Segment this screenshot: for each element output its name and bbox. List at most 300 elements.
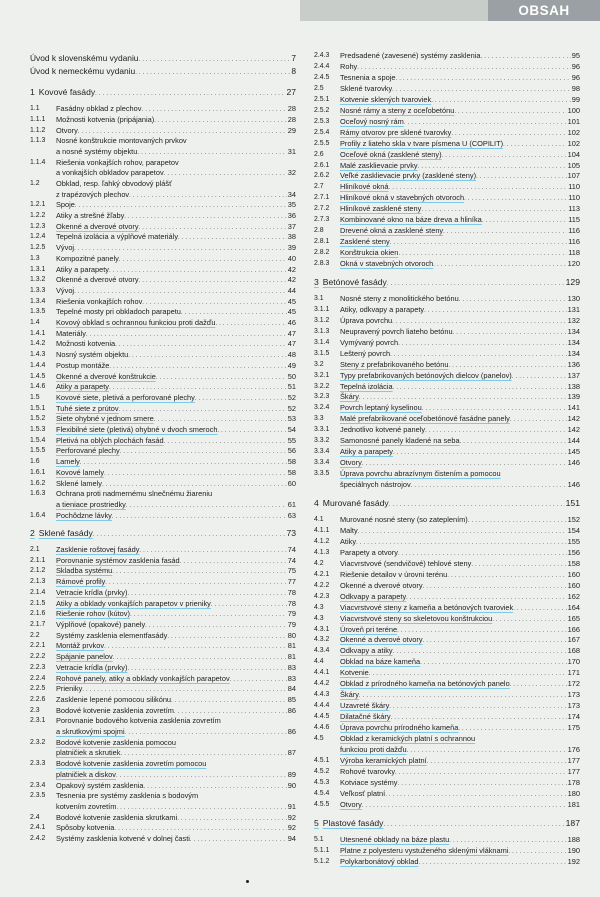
toc-entry-title: a nosné systémy objektu: [56, 147, 138, 156]
toc-entry-number: 2.2: [30, 632, 40, 639]
dot-leader: [459, 294, 567, 305]
toc-entry: [30, 307, 296, 316]
toc-entry: [314, 215, 580, 224]
toc-entry-number: 2.1.2: [30, 567, 46, 574]
dot-leader: [471, 559, 566, 570]
dot-leader: [392, 84, 571, 95]
toc-entry-page: 172: [567, 679, 580, 688]
toc-entry: [314, 469, 580, 478]
toc-entry-page: 49: [287, 361, 296, 370]
toc-entry-number: 1.3: [30, 255, 40, 262]
toc-entry-title: Porovnanie systémov zasklenia fasád: [56, 556, 180, 565]
dot-leader: [138, 54, 290, 65]
toc-entry-title: Tesnenia a spoje: [340, 73, 396, 82]
toc-entry-page: 89: [287, 770, 296, 779]
toc-entry-number: 2.3.2: [30, 739, 46, 746]
toc-entry: [314, 73, 580, 82]
toc-entry-number: 2.8.1: [314, 238, 330, 245]
toc-entry-title: Úroveň pri teréne: [340, 625, 398, 634]
dot-leader: [468, 515, 567, 526]
toc-entry-page: 134: [567, 327, 580, 336]
toc-entry-title: Atiky a parapety: [56, 265, 109, 274]
toc-entry-number: 2.1.7: [30, 621, 46, 628]
toc-entry-number: 1.6.1: [30, 469, 46, 476]
toc-entry: [314, 237, 580, 246]
toc-entry: [30, 663, 296, 672]
toc-entry-page: 155: [567, 537, 580, 546]
toc-entry-page: 92: [287, 813, 296, 822]
toc-entry-title: a vonkajších obkladov parapetov: [56, 168, 164, 177]
toc-entry: [30, 556, 296, 565]
toc-entry-page: 78: [287, 599, 296, 608]
toc-entry-number: 2.7.1: [314, 194, 330, 201]
toc-entry-page: 47: [287, 329, 296, 338]
dot-leader: [119, 254, 287, 265]
dot-leader: [109, 361, 286, 372]
dot-leader: [178, 232, 287, 243]
dot-leader: [395, 73, 570, 84]
toc-entry: [314, 614, 580, 623]
dot-leader: [109, 382, 287, 393]
toc-entry: [314, 382, 580, 391]
dot-leader: [121, 748, 287, 759]
toc-entry-page: 55: [287, 436, 296, 445]
toc-entry-number: 2.3.1: [30, 717, 46, 724]
toc-entry: [30, 684, 296, 693]
toc-entry: [314, 570, 580, 579]
toc-entry-title: Jednotlivo kotvené panely: [340, 425, 426, 434]
toc-chapter-heading: [30, 529, 296, 538]
toc-entry: [314, 668, 580, 677]
toc-entry-page: 176: [567, 745, 580, 754]
toc-entry: [314, 690, 580, 699]
toc-entry-number: 3.2.2: [314, 383, 330, 390]
toc-entry-page: 53: [287, 414, 296, 423]
toc-entry-page: 45: [287, 297, 296, 306]
toc-entry-number: 2.4.2: [30, 835, 46, 842]
toc-entry-page: 78: [287, 588, 296, 597]
toc-entry-number: 1.2.2: [30, 212, 46, 219]
toc-entry-page: 96: [571, 62, 580, 71]
dot-leader: [458, 723, 566, 734]
toc-entry-number: 4.1.3: [314, 549, 330, 556]
dot-leader: [154, 414, 287, 425]
toc-entry-title: Pletivá na oblých plochách fasád: [56, 436, 164, 445]
toc-entry: [30, 436, 296, 445]
toc-entry-number: 3.3: [314, 415, 324, 422]
toc-entry-title: Prieniky: [56, 684, 83, 693]
dot-leader: [116, 802, 286, 813]
toc-entry: [30, 489, 296, 498]
toc-entry-title: Kovové lamely: [56, 468, 105, 477]
toc-entry: [314, 756, 580, 765]
dot-leader: [130, 609, 287, 620]
dot-leader: [406, 592, 567, 603]
toc-entry: [314, 327, 580, 336]
toc-chapter-heading: [314, 278, 580, 287]
toc-entry-title: Murované nosné steny (so zateplením): [340, 515, 468, 524]
toc-entry: [30, 727, 296, 736]
toc-entry-page: 110: [568, 182, 580, 191]
toc-entry-title: Viacvrstvové steny so skeletovou konštrukciou: [340, 614, 493, 623]
toc-entry-title: Úprava povrchu prírodného kameňa: [340, 723, 459, 732]
toc-entry-title: Oceľový nosný rám: [340, 117, 404, 126]
toc-entry-page: 180: [567, 789, 580, 798]
toc-entry-page: 35: [287, 200, 296, 209]
toc-entry-title: Hliníkové okná v stavebných otvoroch: [340, 193, 465, 202]
toc-entry-number: 1.4.6: [30, 383, 46, 390]
toc-entry-page: 92: [287, 823, 296, 832]
toc-entry: [30, 802, 296, 811]
toc-entry-title: Polykarbonátový obklad: [340, 857, 419, 866]
dot-leader: [116, 770, 287, 781]
toc-entry-title: Možnosti kotvenia (pripájania): [56, 115, 155, 124]
toc-entry-title: Vývoj: [56, 286, 75, 295]
toc-entry-number: 2.5: [314, 85, 324, 92]
toc-entry: [314, 51, 580, 60]
toc-entry-title: Viacvrstvové (sendvičové) tehlové steny: [340, 559, 472, 568]
toc-entry-page: 137: [567, 371, 580, 380]
toc-entry-number: 5.1.1: [314, 847, 330, 854]
dot-leader: [392, 316, 566, 327]
toc-entry: [314, 371, 580, 380]
toc-entry: [314, 171, 580, 180]
toc-entry: [30, 599, 296, 608]
toc-entry: [314, 128, 580, 137]
toc-entry-page: 54: [287, 425, 296, 434]
toc-entry: [314, 603, 580, 612]
toc-entry-page: 188: [567, 835, 580, 844]
dot-leader: [139, 545, 286, 556]
toc-entry-page: 136: [567, 360, 580, 369]
dot-leader: [357, 62, 571, 73]
toc-entry-title: Hliníkové zasklené steny: [340, 204, 422, 213]
toc-entry-page: 160: [567, 570, 580, 579]
toc-entry-page: 154: [567, 526, 580, 535]
toc-entry-title: Riešenie detailov v úrovni terénu: [340, 570, 448, 579]
toc-entry-title: Okenné a dverové konštrukcie: [56, 372, 156, 381]
dot-leader: [115, 339, 287, 350]
toc-entry-number: 4.5: [314, 735, 324, 742]
toc-entry-title: Bodové kotvenie zasklenia zovretím pomocou: [56, 759, 207, 768]
dot-leader: [449, 835, 566, 846]
toc-entry-number: 2.8.2: [314, 249, 330, 256]
toc-entry-number: 1.6.2: [30, 480, 46, 487]
dot-leader: [391, 712, 567, 723]
toc-entry-title: Úvod k nemeckému vydaniu: [30, 66, 136, 76]
toc-entry-title: Siete ohybné v jednom smere: [56, 414, 154, 423]
toc-entry-page: 32: [287, 168, 296, 177]
dot-leader: [447, 570, 566, 581]
toc-entry-title: Možnosti kotvenia: [56, 339, 116, 348]
toc-entry-number: 2.1.1: [30, 557, 46, 564]
toc-entry-page: 7: [291, 53, 296, 63]
toc-entry-title: Samonosné panely kladené na seba: [340, 436, 460, 445]
toc-entry-number: 1.6: [30, 458, 40, 465]
toc-entry-page: 87: [287, 748, 296, 757]
chapter-title: Kovové fasády: [38, 87, 96, 97]
toc-entry: [314, 392, 580, 401]
toc-entry: [30, 54, 296, 63]
toc-entry-title: Nosný systém objektu: [56, 350, 129, 359]
dot-leader: [181, 307, 287, 318]
toc-entry-page: 101: [567, 117, 580, 126]
toc-entry: [30, 67, 296, 76]
toc-entry-title: Kotvenie: [340, 668, 369, 677]
toc-entry-title: Okná v stavebných otvoroch: [340, 259, 434, 268]
dot-leader: [359, 392, 567, 403]
toc-entry: [314, 835, 580, 844]
toc-entry-title: Materiály: [56, 329, 86, 338]
toc-entry-title: Povrch leptaný kyselinou: [340, 403, 422, 412]
dot-leader: [164, 168, 287, 179]
toc-entry-page: 173: [567, 701, 580, 710]
dot-leader: [418, 857, 566, 868]
toc-entry: [314, 559, 580, 568]
toc-entry-page: 60: [287, 479, 296, 488]
toc-entry: [314, 84, 580, 93]
toc-entry-page: 192: [567, 857, 580, 866]
toc-entry: [30, 468, 296, 477]
dot-leader: [482, 215, 567, 226]
toc-entry-page: 61: [287, 500, 296, 509]
dot-leader: [476, 171, 567, 182]
toc-entry: [30, 404, 296, 413]
toc-entry-number: 1.2.5: [30, 244, 46, 251]
toc-entry-number: 2.1: [30, 546, 40, 553]
toc-entry-title: Rohové panely, atiky a obklady vonkajších parapetov: [56, 674, 230, 683]
dot-leader: [421, 204, 567, 215]
toc-entry-page: 142: [567, 425, 580, 434]
toc-entry-title: Okenné a dverové otvory: [340, 635, 423, 644]
dot-leader: [125, 727, 287, 738]
toc-entry-page: 29: [287, 126, 296, 135]
toc-entry: [314, 117, 580, 126]
toc-entry-title: Tepelné mosty pri obkladoch parapetu: [56, 307, 181, 316]
dot-leader: [82, 684, 286, 695]
toc-entry-number: 3.3.4: [314, 459, 330, 466]
toc-entry-page: 162: [567, 592, 580, 601]
toc-entry: [30, 104, 296, 113]
toc-entry: [314, 403, 580, 412]
dot-leader: [451, 128, 566, 139]
toc-entry: [30, 222, 296, 231]
toc-entry-title: Obklad na báze kameňa: [340, 657, 421, 666]
toc-entry-title: Sklené lamely: [56, 479, 103, 488]
toc-entry-page: 58: [287, 468, 296, 477]
toc-entry-title: Veľkosť platní: [340, 789, 386, 798]
toc-entry: [314, 548, 580, 557]
toc-entry-title: Okenné a dverové otvory: [56, 275, 139, 284]
toc-entry-title: Vymývaný povrch: [340, 338, 399, 347]
toc-entry-page: 141: [567, 403, 580, 412]
dot-leader: [105, 577, 286, 588]
toc-entry: [30, 115, 296, 124]
dot-leader: [190, 834, 287, 845]
toc-entry-page: 80: [287, 631, 296, 640]
toc-entry-title: Vetracie krídla (prvky): [56, 663, 128, 672]
toc-entry-number: 3.1.5: [314, 350, 330, 357]
toc-entry: [314, 537, 580, 546]
toc-entry-number: 2.2.4: [30, 675, 46, 682]
toc-entry: [30, 168, 296, 177]
toc-entry-number: 2.2.2: [30, 653, 46, 660]
toc-entry-title: Riešenie rohov (kútov): [56, 609, 130, 618]
toc-entry-title: Riešenia vonkajších rohov, parapetov: [56, 158, 179, 167]
chapter-title: Murované fasády: [322, 498, 389, 508]
toc-entry: [30, 126, 296, 135]
toc-entry-number: 1.5.2: [30, 415, 46, 422]
toc-entry: [30, 372, 296, 381]
toc-entry-number: 3.1.4: [314, 339, 330, 346]
dot-leader: [104, 468, 287, 479]
dot-leader: [359, 690, 567, 701]
dot-leader: [442, 150, 567, 161]
dot-leader: [398, 248, 567, 259]
toc-entry-number: 1.1.4: [30, 159, 46, 166]
dot-leader: [127, 663, 286, 674]
toc-entry-page: 74: [287, 556, 296, 565]
toc-entry: [30, 382, 296, 391]
toc-entry-number: 2.4.1: [30, 824, 46, 831]
toc-entry-number: 1.3.4: [30, 298, 46, 305]
toc-entry-number: 4.4.3: [314, 691, 330, 698]
toc-entry-number: 4.4.6: [314, 724, 330, 731]
toc-entry: [314, 767, 580, 776]
toc-entry-number: 3.1.1: [314, 306, 330, 313]
toc-entry-number: 4.2.2: [314, 582, 330, 589]
toc-entry-number: 3.3.5: [314, 470, 330, 477]
dot-leader: [120, 446, 287, 457]
toc-entry: [30, 232, 296, 241]
toc-entry: [30, 425, 296, 434]
dot-leader: [74, 243, 287, 254]
toc-entry-number: 1.5.3: [30, 426, 46, 433]
toc-entry-page: 50: [287, 372, 296, 381]
dot-leader: [390, 349, 567, 360]
dot-leader: [448, 360, 566, 371]
dot-leader: [362, 458, 567, 469]
toc-entry: [314, 625, 580, 634]
toc-entry-number: 4.2.1: [314, 571, 330, 578]
toc-entry-page: 58: [287, 457, 296, 466]
toc-entry-number: 1.6.4: [30, 512, 46, 519]
toc-entry-title: Zasklenie roštovej fasády: [56, 545, 140, 554]
toc-entry-title: Hliníkové okná: [340, 182, 389, 191]
toc-entry: [30, 791, 296, 800]
toc-entry-title: Uzavreté škáry: [340, 701, 390, 710]
toc-entry-page: 110: [568, 193, 580, 202]
toc-entry-page: 75: [287, 566, 296, 575]
toc-entry: [30, 243, 296, 252]
dot-leader: [411, 480, 567, 491]
toc-entry-page: 105: [567, 161, 580, 170]
toc-entry-title: Kotviace systémy: [340, 778, 398, 787]
toc-entry-number: 2.4.4: [314, 63, 330, 70]
toc-entry-page: 174: [567, 712, 580, 721]
toc-entry-title: Výroba keramických platní: [340, 756, 427, 765]
toc-entry-page: 134: [567, 349, 580, 358]
toc-entry-page: 116: [568, 226, 580, 235]
toc-entry-title: špeciálnych nástrojov: [340, 480, 411, 489]
dot-leader: [398, 548, 567, 559]
toc-entry: [314, 161, 580, 170]
toc-entry-title: Atiky a parapety: [340, 447, 393, 456]
dot-leader: [127, 588, 286, 599]
toc-entry-number: 1.1: [30, 105, 40, 112]
toc-entry-page: 146: [567, 458, 580, 467]
toc-entry-page: 156: [567, 548, 580, 557]
toc-entry: [314, 294, 580, 303]
toc-entry-page: 120: [567, 259, 580, 268]
dot-leader: [398, 778, 567, 789]
toc-entry-page: 51: [287, 382, 296, 391]
dot-leader: [424, 305, 567, 316]
toc-entry-number: 2.5.5: [314, 140, 330, 147]
toc-entry-number: 4.5.2: [314, 768, 330, 775]
dot-leader: [75, 200, 287, 211]
toc-entry-number: 3.3.4: [314, 448, 330, 455]
toc-entry-title: Skladba systému: [56, 566, 113, 575]
toc-entry-page: 94: [287, 834, 296, 843]
toc-entry-title: Tepelná izolácia a výplňové materiály: [56, 232, 179, 241]
toc-entry: [314, 425, 580, 434]
toc-entry-title: Malé prefabrikované oceľobetónové fasádne panely: [340, 414, 510, 423]
toc-entry-number: 1.3.3: [30, 287, 46, 294]
toc-entry: [314, 226, 580, 235]
toc-entry-title: Otvory: [340, 800, 362, 809]
dot-leader: [510, 679, 567, 690]
dot-leader: [93, 529, 286, 540]
toc-entry-title: kotvením zovretím: [56, 802, 117, 811]
toc-entry-page: 38: [287, 232, 296, 241]
toc-entry-title: Zasklené steny: [340, 237, 390, 246]
toc-entry-page: 170: [567, 657, 580, 666]
toc-entry: [314, 95, 580, 104]
dot-leader: [510, 414, 567, 425]
toc-entry: [30, 748, 296, 757]
toc-entry-number: 2.2.3: [30, 664, 46, 671]
dot-leader: [358, 526, 567, 537]
dot-leader: [126, 500, 287, 511]
toc-entry-title: Rámové profily: [56, 577, 106, 586]
toc-entry-number: 3.1: [314, 295, 324, 302]
dot-leader: [112, 511, 287, 522]
toc-entry-title: Škáry: [340, 392, 359, 401]
toc-entry-title: funkciou proti dažďu: [340, 745, 407, 754]
toc-entry-number: 1.4.5: [30, 373, 46, 380]
toc-entry: [314, 635, 580, 644]
toc-entry-title: Úprava povrchu abrazívnym čistením a pomocou: [340, 469, 501, 478]
toc-entry: [314, 193, 580, 202]
toc-entry-title: Odkvapy a atiky: [340, 646, 393, 655]
toc-entry: [314, 62, 580, 71]
toc-entry-title: Obklad, resp. ľahký obvodový plášť: [56, 179, 172, 188]
toc-entry-title: Opakový systém zasklenia: [56, 781, 144, 790]
toc-entry-page: 34: [287, 190, 296, 199]
toc-entry: [314, 458, 580, 467]
toc-entry: [30, 339, 296, 348]
toc-entry-number: 2.1.6: [30, 610, 46, 617]
toc-entry-number: 1.3.5: [30, 308, 46, 315]
dot-leader: [503, 139, 567, 150]
toc-entry-title: Výplňové (opakové) panely: [56, 620, 146, 629]
toc-entry: [30, 823, 296, 832]
toc-entry-number: 2.7.3: [314, 216, 330, 223]
toc-entry-title: Atiky a strešné žľaby: [56, 211, 125, 220]
toc-entry-number: 4.5.4: [314, 790, 330, 797]
dot-leader: [398, 338, 567, 349]
